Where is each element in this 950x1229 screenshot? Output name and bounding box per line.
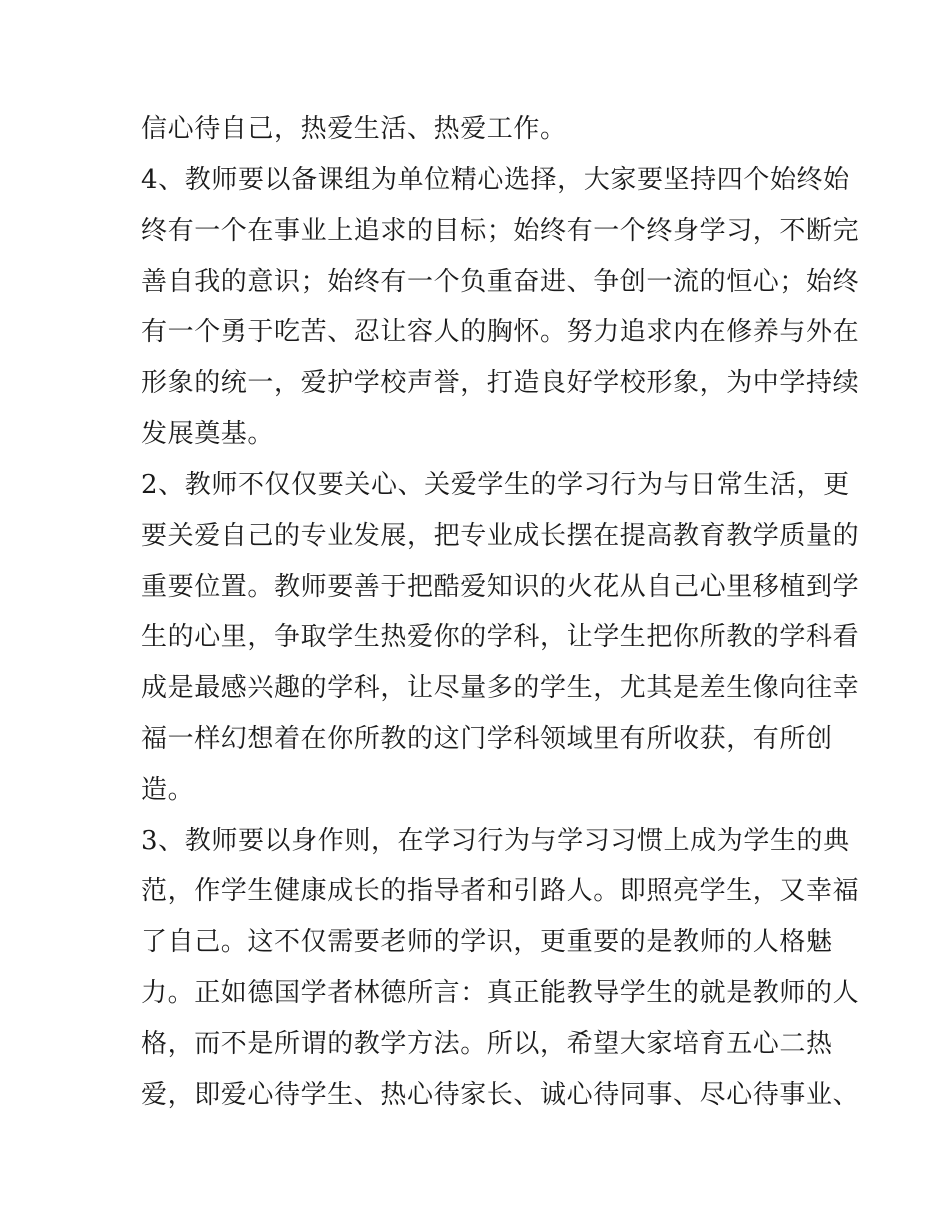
text-line: 有一个勇于吃苦、忍让容人的胸怀。努力追求内在修养与外在 bbox=[141, 317, 860, 347]
text-line: 成是最感兴趣的学科，让尽量多的学生，尤其是差生像向往幸 bbox=[141, 673, 860, 703]
text-line: 力。正如德国学者林德所言：真正能教导学生的就是教师的人 bbox=[141, 978, 860, 1008]
text-line: 终有一个在事业上追求的目标；始终有一个终身学习，不断完 bbox=[141, 216, 860, 246]
text-line: 了自己。这不仅需要老师的学识，更重要的是教师的人格魅 bbox=[141, 927, 833, 957]
text-line: 善自我的意识；始终有一个负重奋进、争创一流的恒心；始终 bbox=[141, 267, 860, 297]
text-line: 信心待自己，热爱生活、热爱工作。 bbox=[141, 114, 567, 144]
text-line: 范，作学生健康成长的指导者和引路人。即照亮学生，又幸福 bbox=[141, 876, 860, 906]
text-line: 重要位置。教师要善于把酷爱知识的火花从自己心里移植到学 bbox=[141, 572, 860, 602]
text-line: 要关爱自己的专业发展，把专业成长摆在提高教育教学质量的 bbox=[141, 521, 860, 551]
text-line: 爱，即爱心待学生、热心待家长、诚心待同事、尽心待事业、 bbox=[141, 1080, 860, 1110]
text-line: 发展奠基。 bbox=[141, 419, 275, 449]
text-line: 形象的统一，爱护学校声誉，打造良好学校形象，为中学持续 bbox=[141, 368, 860, 398]
text-line: 格，而不是所谓的教学方法。所以，希望大家培育五心二热 bbox=[141, 1029, 833, 1059]
text-line: 3、教师要以身作则，在学习行为与学习习惯上成为学生的典 bbox=[141, 826, 850, 856]
text-line: 生的心里，争取学生热爱你的学科，让学生把你所教的学科看 bbox=[141, 622, 860, 652]
text-line: 福一样幻想着在你所教的这门学科领域里有所收获，有所创 bbox=[141, 724, 833, 754]
text-line: 4、教师要以备课组为单位精心选择，大家要坚持四个始终始 bbox=[141, 165, 850, 195]
text-line: 造。 bbox=[141, 775, 195, 805]
text-line: 2、教师不仅仅要关心、关爱学生的学习行为与日常生活，更 bbox=[141, 470, 850, 500]
